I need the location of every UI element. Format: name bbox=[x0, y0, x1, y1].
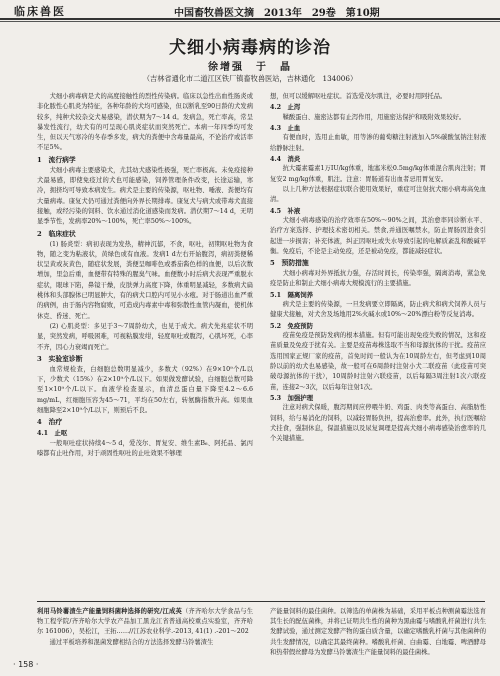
treatment-summary-paragraph: 以上几种方法根据症状联合使用效果好，重症可注射抗犬细小病毒高免血清。 bbox=[270, 186, 486, 204]
lab-diagnosis-paragraph: 血常规检查，白细胞总数明显减少，多数犬（92%）在9×10⁹个/L以下，少数犬（15%）在2×10⁹个/L以下。如果做发酵试验，白细胞总数可降至1×10⁹个/L以下。血液学检查显示，血清总蛋白量下降至4.2～6.6 mg/mL，红细胞压容为45～71，平均在50左右，转氨酶指数升高。如果血细胞降至2×10⁹个/L以下，则预后不良。 bbox=[37, 365, 253, 415]
reference-column-left bbox=[37, 607, 253, 648]
subsection-heading-antiemetic: 4.1 止呕 bbox=[37, 429, 68, 438]
reference-column-right bbox=[270, 607, 486, 658]
reference-citation: （齐齐哈尔大学食品与生物工程学院/齐齐哈尔大学农产品加工黑龙江省普通高校重点实验室，齐齐哈尔 161006），吴松江，王拓……//江苏农业科学.-2013, 41(1) .-201～202 bbox=[37, 608, 253, 636]
myocarditis-paragraph: (2) 心肌炎型：多见于3～7周龄幼犬，也见于成犬。病犬先兆症状不明显，突然发病，呼吸困难，可视粘膜发绀，轻度呕吐或腹泻，心肌坏死，心率不齐，因心力衰竭而死亡。 bbox=[37, 322, 253, 351]
page-number: · 158 · bbox=[13, 660, 39, 669]
anti-inflammation-paragraph: 抗大霉素霉素1万IU/kg体重，地塞米松0.5mg/kg体重混合肌肉注射；胃复安2 mg/kg体重，肌注。注意：胃肠道有出血者忌用胃复安。 bbox=[270, 165, 486, 183]
antiemetic-paragraph: 一般呕吐症状持续4～5 d，爱茂尔、胃复安、维生素B₆、阿托品、氯丙嗪都有止吐作用，对于顽固性呕吐的止吐效果不够理 bbox=[37, 439, 253, 458]
epidemiology-paragraph: 犬细小病毒主要感染犬，尤其幼犬感染性极强，死亡率极高。未免疫接种犬最易感，即使免疫过的犬也可能感染，饲养管理条件改变，长途运输，寒冷，拥挤均可导致本病发生。病犬是主要的传染源，呕吐物、唾液、粪便均有大量病毒。康复犬仍可通过粪便向外界长期排毒。康复犬与病犬或带毒犬直接接触，或经污染的饲料、饮水通过消化道感染而发病。潜伏期7～14 d，无明显季节性，发病率20%～100%，死亡率50%～100%。 bbox=[37, 166, 253, 226]
enteritis-paragraph: (1) 肠炎型：病初表现为发热，精神沉郁，不食，呕吐，初期呕吐物为食物，随之变为粘液状，黄绿色或有血液。发病1 d左右开始腹泻，病初粪便稀状呈黄或灰黄色，随症状发展，粪便呈咖啡色或番茄酱色样的血便，以后次数增加，里急后重，血便带有特殊的腥臭气味。血便数小时后病犬表现严重脱水症状，眼球下陷，鼻镜干燥，皮肤弹力高度下降，体重明显减轻，多数病犬扁桃体和头部腺体已明显肿大，有的病犬口腔内可见小水疱。对于肠道出血严重的病例，由于肠内容物腐败，可造成内毒素中毒和弥散性血管内凝血，使机体休克、昏迷、死亡。 bbox=[37, 240, 253, 320]
subsection-heading-fluid-therapy: 4.5 补液 bbox=[270, 206, 301, 215]
section-heading-treatment: 4 治疗 bbox=[37, 418, 63, 427]
reference-rule bbox=[37, 601, 485, 602]
subsection-heading-anti-inflammation: 4.4 消炎 bbox=[270, 155, 301, 163]
header-section-name: 临床兽医 bbox=[14, 5, 66, 18]
body-column-left bbox=[37, 92, 253, 459]
article-authors: 徐增强 于 晶 bbox=[208, 62, 292, 73]
section-heading-prevention: 5 预防措施 bbox=[270, 259, 309, 268]
continued-paragraph: 想，但可以缓解呕吐症状。首选爱茂尔肌注，必要时用阿托品。 bbox=[270, 93, 447, 100]
section-heading-lab-diagnosis: 3 实验室诊断 bbox=[37, 354, 83, 363]
section-heading-epidemiology: 1 流行病学 bbox=[37, 155, 76, 164]
article-title: 犬细小病毒病的诊治 bbox=[169, 38, 331, 58]
reference-abstract-continued: 产能量饲料的最佳菌种。以筛选的单菌株为基础，采用平板点种测菌霉法选育其生长的配伍菌株，并将已证明共生性的菌种为黑曲霉与嗜酸乳杆菌进行共生发酵试验，通过测定发酵产物的蛋白质含量，以确定嗜酸乳杆菌与其他菌种的共生发酵情况，以确定其最终菌种。嗜酸乳杆菌、白曲霉、白地霉、啤酒酵母和热带假丝酵母为发酵马铃薯渣生产能量饲料的最佳菌株。 bbox=[270, 608, 486, 656]
vaccination-paragraph: 疫苗免疫是预防发病的根本措施。但有可能出现免疫失败的情况，这和疫苗质量及免疫于扰有关。主要是疫苗毒株选取不当和母源抗体的干扰。疫苗应选用国家正规厂家的疫苗，首免时间一般认为在10周龄左右，但考虑到10周龄以前的幼犬也易感染，故一般可在6周龄时注射小犬二联疫苗（此疫苗可突破母源抗体的干扰），10周龄时注射六联疫苗，以后每隔3周注射1次六联疫苗，连接2～3次，以后每年注射1次。 bbox=[270, 332, 486, 391]
subsection-heading-nursing: 5.3 加强护理 bbox=[270, 393, 314, 402]
nursing-paragraph: 注意对病犬保暖，腹泻期间应停喂牛奶、鸡蛋、肉类等高蛋白、高脂肪性饲料，给与易消化的饲料，以减轻胃肠负担，提高治愈率。此外，执行医嘱给犬挂食，强制休息，保温措施以及尿复调理是提高犬细小病毒感染治愈率的几个关键措施。 bbox=[270, 404, 486, 443]
intro-paragraph: 犬细小病毒病是犬的高度接触性的烈性传染病。临床以急性出血性肠炎或非化脓性心肌炎为特征，各种年龄的犬均可感染，但以断乳至90日龄的犬发病较多，纯种犬较杂交犬易感染，潜伏期为7～14 d。发病急，死亡率高，常呈暴发性流行，幼犬有的可呈现心肌炎症状而突然死亡。本病一年四季均可发生，但以天气寒冷的冬春季多发，病犬的粪便中含毒量最高，不论治疗或活率不足5%。 bbox=[37, 93, 253, 152]
hemostasis-paragraph: 有便血时，选用止血敏，用等渗的葡萄糖注射液加入5%碳酸氢钠注射液给静脉注射。 bbox=[270, 134, 486, 152]
running-header bbox=[0, 0, 500, 20]
fluid-therapy-paragraph: 犬细小病毒感染的治疗效率在50%～90%之间，其治愈率同诊断水平、治疗方案选择、护理技术密切相关。禁食,并通医嘱禁水，防止胃肠因进食引起进一步损害；补充体液，纠正因呕吐或失水导致引起的电解质紊乱和酸碱平衡。免疫后，不论是主动免疫，还是被动免疫，都能减轻症状。 bbox=[270, 217, 486, 255]
subsection-heading-hemostasis: 4.3 止血 bbox=[270, 124, 301, 132]
reference-title: 利用马铃薯渣生产能量饲料菌种选择的研究/江成英 bbox=[37, 608, 182, 615]
antidiarrheal-paragraph: 鞣酸蛋白、施密达都有止泻作用，用施密达保护和吸附效果较好。 bbox=[282, 113, 466, 121]
subsection-heading-antidiarrheal: 4.2 止泻 bbox=[270, 103, 301, 112]
article-affiliation: （吉林省通化市二道江区铁厂镇畜牧兽医站，吉林通化 134006） bbox=[142, 74, 358, 83]
isolation-paragraph: 病犬是主要的传染源，一旦发病要立即隔离，防止病犬和病犬饲养人员与健康犬接触，对犬舍及场地用2%火碱水或10%～20%漂白粉等反复消毒。 bbox=[270, 301, 486, 319]
reference-abstract-start: 通过平板培养和混菌发酵相结合的方法选择发酵马铃薯渣生 bbox=[49, 638, 214, 646]
header-journal-info: 中国畜牧兽医文摘 2013年 29卷 第10期 bbox=[174, 8, 380, 19]
header-rule bbox=[0, 18, 500, 20]
prevention-paragraph: 犬细小病毒对外界抵抗力强，存活时间长，传染率强，隔离消毒，紧急免疫是防止和制止犬细小病毒大规模流行的主要措施。 bbox=[270, 270, 486, 288]
subsection-heading-vaccination: 5.2 免疫预防 bbox=[270, 321, 314, 330]
header-rule-thin bbox=[0, 21, 500, 22]
body-column-right bbox=[270, 92, 486, 445]
subsection-heading-isolation: 5.1 隔离饲养 bbox=[270, 290, 314, 299]
section-heading-symptoms: 2 临床症状 bbox=[37, 229, 76, 238]
